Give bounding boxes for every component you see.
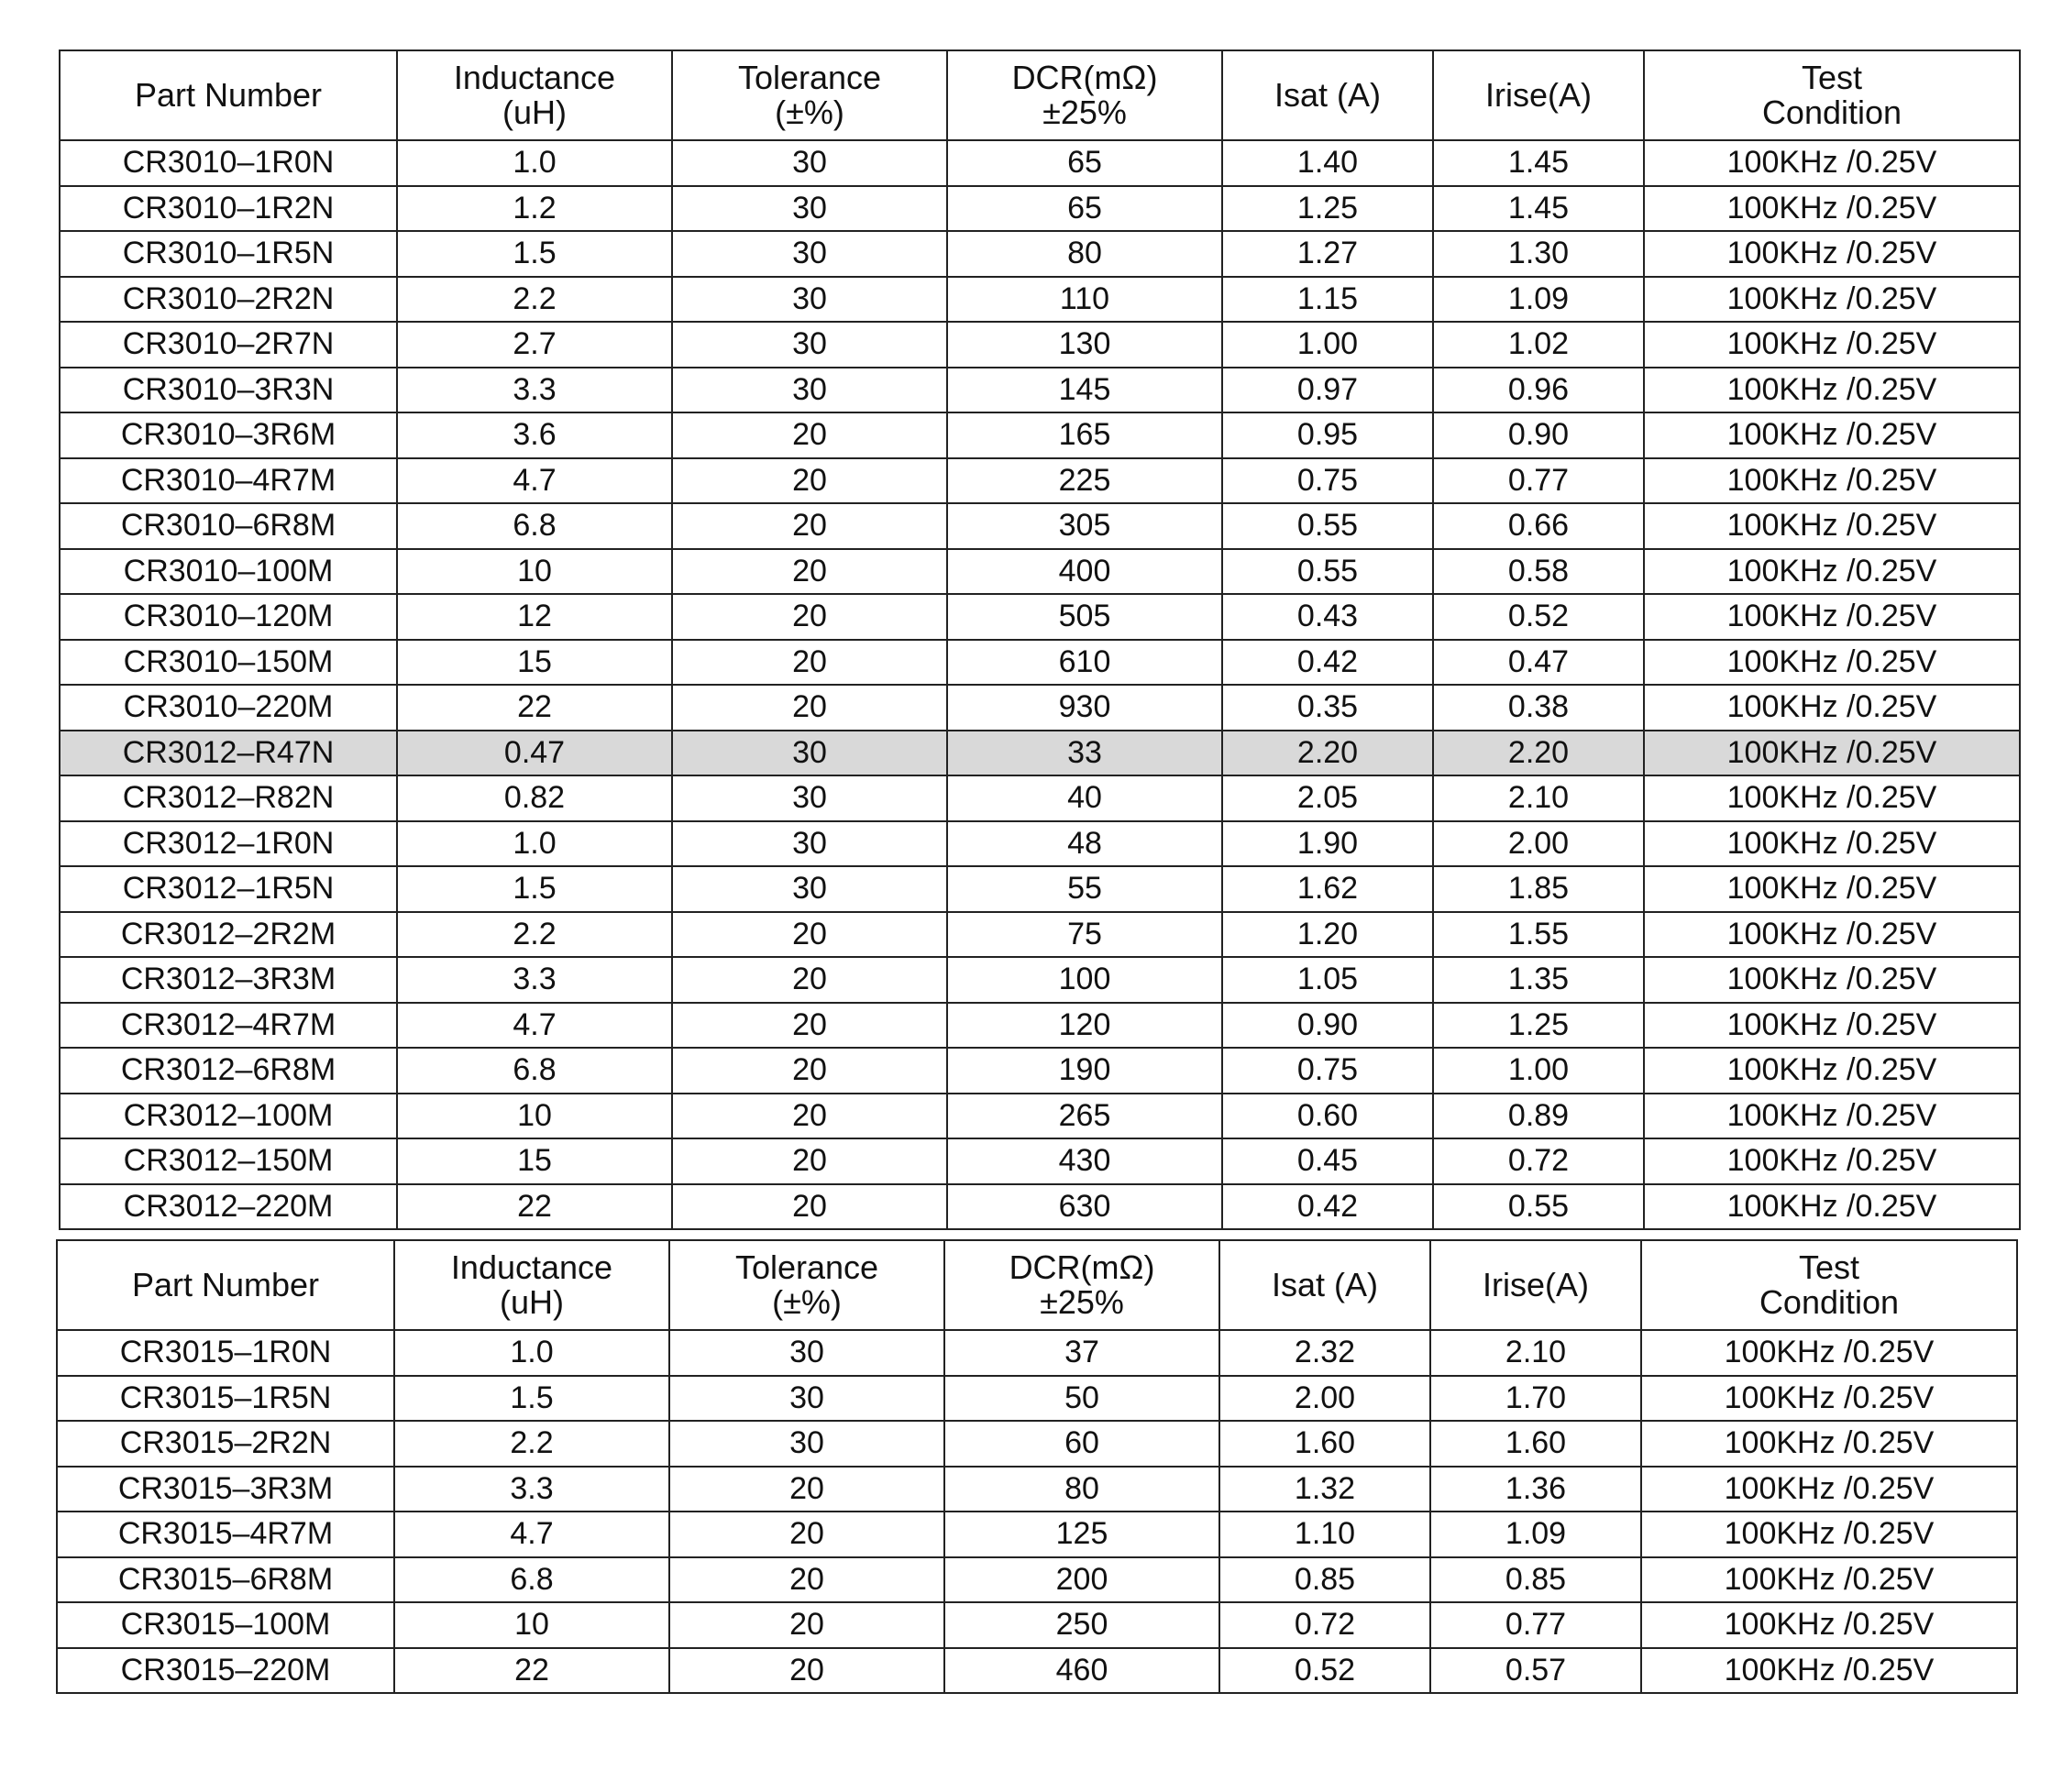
inductance-cell: 3.3 (397, 957, 672, 1003)
isat-cell: 0.60 (1222, 1094, 1433, 1139)
irise-cell: 1.45 (1433, 140, 1644, 186)
test-condition-cell: 100KHz /0.25V (1644, 594, 2020, 640)
tolerance-cell: 30 (672, 821, 947, 867)
inductor-spec-table-1 (59, 49, 2021, 1230)
table-row (60, 412, 2020, 458)
test-condition-cell: 100KHz /0.25V (1644, 458, 2020, 504)
dcr-cell: 55 (947, 866, 1222, 912)
isat-cell: 0.43 (1222, 594, 1433, 640)
part-number-cell: CR3012–100M (60, 1094, 397, 1139)
table-row (57, 1421, 2017, 1467)
inductance-cell: 3.6 (397, 412, 672, 458)
tolerance-cell: 30 (672, 322, 947, 368)
tolerance-cell: 20 (672, 640, 947, 686)
irise-cell: 1.70 (1430, 1376, 1641, 1422)
dcr-cell: 225 (947, 458, 1222, 504)
irise-cell: 1.36 (1430, 1467, 1641, 1512)
test-condition-cell: 100KHz /0.25V (1644, 957, 2020, 1003)
inductance-cell: 1.5 (397, 866, 672, 912)
isat-cell: 2.20 (1222, 731, 1433, 776)
part-number-cell: CR3012–R82N (60, 775, 397, 821)
test-condition-cell: 100KHz /0.25V (1644, 186, 2020, 232)
inductance-cell: 1.5 (397, 231, 672, 277)
inductance-cell: 1.0 (394, 1330, 669, 1376)
tolerance-cell: 20 (672, 458, 947, 504)
dcr-cell: 50 (944, 1376, 1219, 1422)
table-row (60, 186, 2020, 232)
tolerance-cell: 30 (672, 775, 947, 821)
tolerance-cell: 30 (672, 186, 947, 232)
dcr-cell: 33 (947, 731, 1222, 776)
test-condition-cell: 100KHz /0.25V (1641, 1512, 2017, 1557)
table-row (57, 1512, 2017, 1557)
dcr-cell: 80 (947, 231, 1222, 277)
part-number-cell: CR3010–1R0N (60, 140, 397, 186)
tolerance-cell: 30 (672, 731, 947, 776)
part-number-cell: CR3010–6R8M (60, 503, 397, 549)
test-condition-cell: 100KHz /0.25V (1644, 821, 2020, 867)
test-condition-cell: 100KHz /0.25V (1644, 912, 2020, 958)
dcr-cell: 305 (947, 503, 1222, 549)
dcr-cell: 80 (944, 1467, 1219, 1512)
isat-cell: 0.72 (1219, 1602, 1430, 1648)
inductance-cell: 22 (397, 685, 672, 731)
part-number-cell: CR3010–2R7N (60, 322, 397, 368)
irise-cell: 1.00 (1433, 1048, 1644, 1094)
isat-cell: 0.42 (1222, 640, 1433, 686)
part-number-cell: CR3010–220M (60, 685, 397, 731)
table-row (60, 821, 2020, 867)
irise-cell: 0.77 (1433, 458, 1644, 504)
part-number-cell: CR3010–3R6M (60, 412, 397, 458)
irise-cell: 0.89 (1433, 1094, 1644, 1139)
inductance-cell: 1.2 (397, 186, 672, 232)
part-number-cell: CR3015–2R2N (57, 1421, 394, 1467)
tolerance-cell: 20 (672, 1048, 947, 1094)
test-condition-cell: 100KHz /0.25V (1644, 640, 2020, 686)
isat-cell: 0.45 (1222, 1138, 1433, 1184)
part-number-cell: CR3012–R47N (60, 731, 397, 776)
part-number-cell: CR3012–2R2M (60, 912, 397, 958)
inductance-cell: 12 (397, 594, 672, 640)
inductance-cell: 10 (397, 549, 672, 595)
tolerance-cell: 20 (672, 957, 947, 1003)
test-condition-cell: 100KHz /0.25V (1644, 503, 2020, 549)
test-condition-cell: 100KHz /0.25V (1641, 1330, 2017, 1376)
test-condition-cell: 100KHz /0.25V (1641, 1557, 2017, 1603)
irise-cell: 1.45 (1433, 186, 1644, 232)
isat-cell: 0.90 (1222, 1003, 1433, 1049)
inductance-cell: 6.8 (397, 1048, 672, 1094)
isat-cell: 1.00 (1222, 322, 1433, 368)
tolerance-cell: 20 (669, 1648, 944, 1694)
isat-cell: 1.62 (1222, 866, 1433, 912)
table-row (60, 1184, 2020, 1230)
dcr-cell: 40 (947, 775, 1222, 821)
test-condition-cell: 100KHz /0.25V (1644, 549, 2020, 595)
table-row (60, 640, 2020, 686)
tolerance-cell: 20 (672, 1094, 947, 1139)
test-condition-cell: 100KHz /0.25V (1644, 412, 2020, 458)
inductance-cell: 22 (394, 1648, 669, 1694)
dcr-cell: 100 (947, 957, 1222, 1003)
dcr-cell: 37 (944, 1330, 1219, 1376)
isat-cell: 2.32 (1219, 1330, 1430, 1376)
irise-cell: 1.55 (1433, 912, 1644, 958)
tolerance-cell: 30 (669, 1330, 944, 1376)
test-condition-cell: 100KHz /0.25V (1641, 1648, 2017, 1694)
isat-cell: 1.15 (1222, 277, 1433, 323)
header-tolerance: Tolerance (±%) (669, 1240, 944, 1330)
isat-cell: 1.20 (1222, 912, 1433, 958)
tolerance-cell: 30 (672, 866, 947, 912)
part-number-cell: CR3015–6R8M (57, 1557, 394, 1603)
dcr-cell: 48 (947, 821, 1222, 867)
table-row (60, 322, 2020, 368)
part-number-cell: CR3010–1R2N (60, 186, 397, 232)
test-condition-cell: 100KHz /0.25V (1641, 1467, 2017, 1512)
header-irise: Irise(A) (1430, 1240, 1641, 1330)
part-number-cell: CR3015–1R0N (57, 1330, 394, 1376)
tolerance-cell: 20 (669, 1557, 944, 1603)
tolerance-cell: 20 (672, 503, 947, 549)
test-condition-cell: 100KHz /0.25V (1644, 685, 2020, 731)
irise-cell: 1.30 (1433, 231, 1644, 277)
header-isat: Isat (A) (1219, 1240, 1430, 1330)
part-number-cell: CR3015–100M (57, 1602, 394, 1648)
irise-cell: 2.20 (1433, 731, 1644, 776)
irise-cell: 0.85 (1430, 1557, 1641, 1603)
dcr-cell: 125 (944, 1512, 1219, 1557)
irise-cell: 0.55 (1433, 1184, 1644, 1230)
dcr-cell: 130 (947, 322, 1222, 368)
table-row (60, 277, 2020, 323)
inductor-spec-table-2 (56, 1239, 2018, 1694)
isat-cell: 0.75 (1222, 1048, 1433, 1094)
table-row (60, 549, 2020, 595)
header-part-number: Part Number (60, 50, 397, 140)
test-condition-cell: 100KHz /0.25V (1644, 322, 2020, 368)
dcr-cell: 65 (947, 140, 1222, 186)
table-row (57, 1602, 2017, 1648)
isat-cell: 1.90 (1222, 821, 1433, 867)
dcr-cell: 250 (944, 1602, 1219, 1648)
table-row (60, 594, 2020, 640)
table-row (60, 731, 2020, 776)
test-condition-cell: 100KHz /0.25V (1644, 1094, 2020, 1139)
dcr-cell: 190 (947, 1048, 1222, 1094)
isat-cell: 1.27 (1222, 231, 1433, 277)
tolerance-cell: 20 (669, 1602, 944, 1648)
isat-cell: 0.97 (1222, 368, 1433, 413)
inductance-cell: 0.82 (397, 775, 672, 821)
inductance-cell: 3.3 (394, 1467, 669, 1512)
irise-cell: 1.85 (1433, 866, 1644, 912)
dcr-cell: 265 (947, 1094, 1222, 1139)
test-condition-cell: 100KHz /0.25V (1644, 866, 2020, 912)
header-dcr: DCR(mΩ) ±25% (947, 50, 1222, 140)
table-row (60, 140, 2020, 186)
irise-cell: 0.72 (1433, 1138, 1644, 1184)
part-number-cell: CR3010–150M (60, 640, 397, 686)
table-row (60, 866, 2020, 912)
irise-cell: 1.60 (1430, 1421, 1641, 1467)
tolerance-cell: 30 (669, 1421, 944, 1467)
test-condition-cell: 100KHz /0.25V (1641, 1602, 2017, 1648)
part-number-cell: CR3015–220M (57, 1648, 394, 1694)
header-row (57, 1240, 2017, 1330)
table-row (57, 1557, 2017, 1603)
test-condition-cell: 100KHz /0.25V (1644, 731, 2020, 776)
irise-cell: 0.57 (1430, 1648, 1641, 1694)
isat-cell: 0.55 (1222, 503, 1433, 549)
header-dcr: DCR(mΩ) ±25% (944, 1240, 1219, 1330)
inductance-cell: 3.3 (397, 368, 672, 413)
tolerance-cell: 20 (672, 549, 947, 595)
inductance-cell: 4.7 (394, 1512, 669, 1557)
test-condition-cell: 100KHz /0.25V (1644, 1184, 2020, 1230)
inductance-cell: 10 (397, 1094, 672, 1139)
inductance-cell: 1.5 (394, 1376, 669, 1422)
table-row (60, 458, 2020, 504)
irise-cell: 0.77 (1430, 1602, 1641, 1648)
tolerance-cell: 20 (672, 412, 947, 458)
dcr-cell: 60 (944, 1421, 1219, 1467)
irise-cell: 0.38 (1433, 685, 1644, 731)
dcr-cell: 610 (947, 640, 1222, 686)
tolerance-cell: 20 (672, 1184, 947, 1230)
part-number-cell: CR3010–4R7M (60, 458, 397, 504)
part-number-cell: CR3012–220M (60, 1184, 397, 1230)
isat-cell: 2.00 (1219, 1376, 1430, 1422)
tolerance-cell: 20 (669, 1512, 944, 1557)
dcr-cell: 630 (947, 1184, 1222, 1230)
dcr-cell: 505 (947, 594, 1222, 640)
test-condition-cell: 100KHz /0.25V (1644, 368, 2020, 413)
part-number-cell: CR3012–150M (60, 1138, 397, 1184)
isat-cell: 0.42 (1222, 1184, 1433, 1230)
inductance-cell: 1.0 (397, 821, 672, 867)
table-row (57, 1467, 2017, 1512)
tolerance-cell: 20 (672, 1003, 947, 1049)
header-inductance: Inductance (uH) (394, 1240, 669, 1330)
inductance-cell: 1.0 (397, 140, 672, 186)
irise-cell: 0.47 (1433, 640, 1644, 686)
isat-cell: 0.55 (1222, 549, 1433, 595)
header-tolerance: Tolerance (±%) (672, 50, 947, 140)
inductance-cell: 15 (397, 640, 672, 686)
tolerance-cell: 30 (672, 368, 947, 413)
table-row (60, 957, 2020, 1003)
part-number-cell: CR3015–3R3M (57, 1467, 394, 1512)
dcr-cell: 400 (947, 549, 1222, 595)
irise-cell: 1.25 (1433, 1003, 1644, 1049)
table-row (60, 1138, 2020, 1184)
dcr-cell: 145 (947, 368, 1222, 413)
part-number-cell: CR3010–3R3N (60, 368, 397, 413)
irise-cell: 1.35 (1433, 957, 1644, 1003)
table-row (60, 685, 2020, 731)
part-number-cell: CR3012–1R0N (60, 821, 397, 867)
part-number-cell: CR3012–4R7M (60, 1003, 397, 1049)
test-condition-cell: 100KHz /0.25V (1641, 1421, 2017, 1467)
isat-cell: 0.75 (1222, 458, 1433, 504)
isat-cell: 1.10 (1219, 1512, 1430, 1557)
irise-cell: 2.00 (1433, 821, 1644, 867)
part-number-cell: CR3010–2R2N (60, 277, 397, 323)
isat-cell: 2.05 (1222, 775, 1433, 821)
inductance-cell: 0.47 (397, 731, 672, 776)
isat-cell: 0.52 (1219, 1648, 1430, 1694)
part-number-cell: CR3010–1R5N (60, 231, 397, 277)
tolerance-cell: 30 (672, 277, 947, 323)
part-number-cell: CR3012–1R5N (60, 866, 397, 912)
inductance-cell: 10 (394, 1602, 669, 1648)
table-row (57, 1648, 2017, 1694)
tolerance-cell: 30 (672, 140, 947, 186)
tolerance-cell: 20 (672, 912, 947, 958)
table-row (60, 231, 2020, 277)
table-row (57, 1376, 2017, 1422)
irise-cell: 0.90 (1433, 412, 1644, 458)
isat-cell: 1.60 (1219, 1421, 1430, 1467)
header-row (60, 50, 2020, 140)
tolerance-cell: 20 (672, 685, 947, 731)
inductance-cell: 4.7 (397, 1003, 672, 1049)
test-condition-cell: 100KHz /0.25V (1641, 1376, 2017, 1422)
header-test-condition: Test Condition (1644, 50, 2020, 140)
irise-cell: 0.96 (1433, 368, 1644, 413)
dcr-cell: 930 (947, 685, 1222, 731)
test-condition-cell: 100KHz /0.25V (1644, 1138, 2020, 1184)
header-part-number: Part Number (57, 1240, 394, 1330)
table-row (60, 368, 2020, 413)
inductance-cell: 6.8 (394, 1557, 669, 1603)
test-condition-cell: 100KHz /0.25V (1644, 1003, 2020, 1049)
inductance-cell: 15 (397, 1138, 672, 1184)
part-number-cell: CR3012–3R3M (60, 957, 397, 1003)
isat-cell: 1.32 (1219, 1467, 1430, 1512)
dcr-cell: 110 (947, 277, 1222, 323)
isat-cell: 0.35 (1222, 685, 1433, 731)
isat-cell: 1.40 (1222, 140, 1433, 186)
dcr-cell: 460 (944, 1648, 1219, 1694)
irise-cell: 2.10 (1433, 775, 1644, 821)
tolerance-cell: 30 (669, 1376, 944, 1422)
isat-cell: 1.05 (1222, 957, 1433, 1003)
test-condition-cell: 100KHz /0.25V (1644, 231, 2020, 277)
table-row (60, 775, 2020, 821)
dcr-cell: 75 (947, 912, 1222, 958)
dcr-cell: 430 (947, 1138, 1222, 1184)
tolerance-cell: 30 (672, 231, 947, 277)
isat-cell: 0.85 (1219, 1557, 1430, 1603)
irise-cell: 0.66 (1433, 503, 1644, 549)
irise-cell: 1.02 (1433, 322, 1644, 368)
part-number-cell: CR3010–100M (60, 549, 397, 595)
irise-cell: 0.58 (1433, 549, 1644, 595)
dcr-cell: 165 (947, 412, 1222, 458)
table-row (60, 1003, 2020, 1049)
header-inductance: Inductance (uH) (397, 50, 672, 140)
irise-cell: 1.09 (1430, 1512, 1641, 1557)
test-condition-cell: 100KHz /0.25V (1644, 1048, 2020, 1094)
inductance-cell: 2.7 (397, 322, 672, 368)
header-test-condition: Test Condition (1641, 1240, 2017, 1330)
test-condition-cell: 100KHz /0.25V (1644, 775, 2020, 821)
test-condition-cell: 100KHz /0.25V (1644, 277, 2020, 323)
tolerance-cell: 20 (672, 594, 947, 640)
table-row (57, 1330, 2017, 1376)
dcr-cell: 65 (947, 186, 1222, 232)
inductance-cell: 6.8 (397, 503, 672, 549)
table-row (60, 1048, 2020, 1094)
inductance-cell: 22 (397, 1184, 672, 1230)
header-isat: Isat (A) (1222, 50, 1433, 140)
table-row (60, 1094, 2020, 1139)
tolerance-cell: 20 (669, 1467, 944, 1512)
part-number-cell: CR3015–4R7M (57, 1512, 394, 1557)
irise-cell: 2.10 (1430, 1330, 1641, 1376)
part-number-cell: CR3015–1R5N (57, 1376, 394, 1422)
test-condition-cell: 100KHz /0.25V (1644, 140, 2020, 186)
part-number-cell: CR3012–6R8M (60, 1048, 397, 1094)
table-row (60, 503, 2020, 549)
inductance-cell: 2.2 (397, 912, 672, 958)
inductance-cell: 2.2 (394, 1421, 669, 1467)
irise-cell: 1.09 (1433, 277, 1644, 323)
tolerance-cell: 20 (672, 1138, 947, 1184)
isat-cell: 0.95 (1222, 412, 1433, 458)
inductance-cell: 2.2 (397, 277, 672, 323)
inductance-cell: 4.7 (397, 458, 672, 504)
part-number-cell: CR3010–120M (60, 594, 397, 640)
table-row (60, 912, 2020, 958)
header-irise: Irise(A) (1433, 50, 1644, 140)
dcr-cell: 200 (944, 1557, 1219, 1603)
irise-cell: 0.52 (1433, 594, 1644, 640)
isat-cell: 1.25 (1222, 186, 1433, 232)
dcr-cell: 120 (947, 1003, 1222, 1049)
